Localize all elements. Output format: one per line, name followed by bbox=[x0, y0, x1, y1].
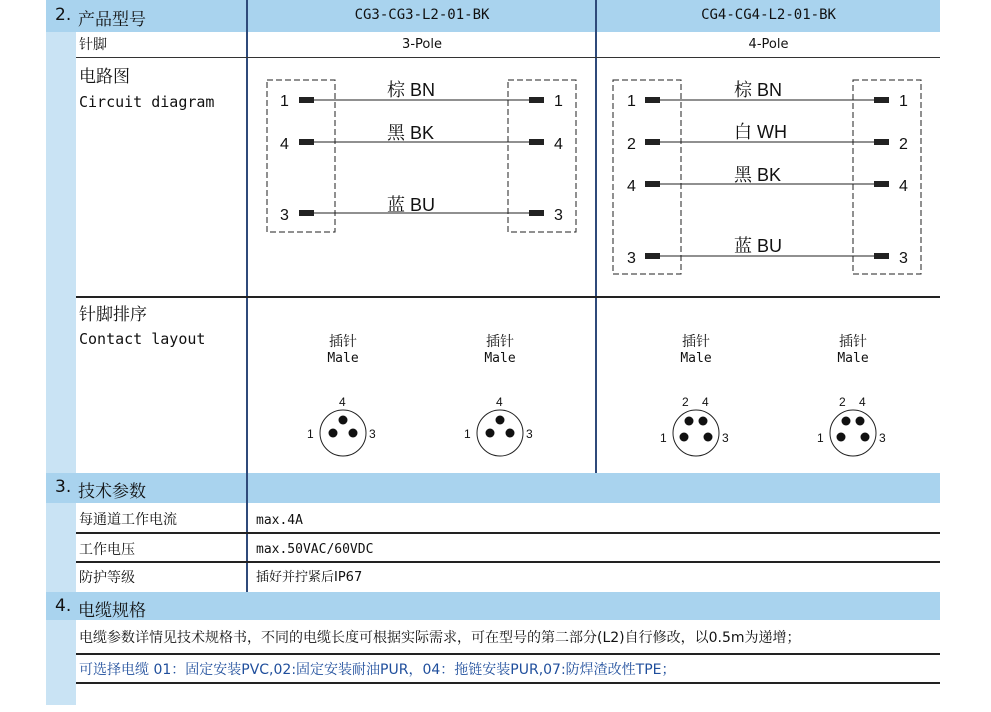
contact-4-pin-right: 3 bbox=[879, 431, 886, 445]
model-name-1: CG3-CG3-L2-01-BK bbox=[354, 7, 490, 23]
wire4-left-pin-4: 4 bbox=[627, 178, 636, 195]
contact-1-connector bbox=[303, 392, 383, 462]
contact-label-en: Contact layout bbox=[79, 330, 206, 348]
contact-3-pin-right: 3 bbox=[722, 431, 729, 445]
contact-4-pin-top-left: 2 bbox=[839, 395, 846, 409]
section-2-title: 产品型号 bbox=[78, 10, 146, 30]
wire-name-bu: 蓝 BU bbox=[387, 195, 436, 215]
param-label-voltage: 工作电压 bbox=[79, 542, 135, 558]
pin-label: 针脚 bbox=[79, 37, 107, 53]
wire4-name-bn: 棕 BN bbox=[734, 80, 783, 100]
row-rule bbox=[76, 57, 940, 58]
section-4-title: 电缆规格 bbox=[78, 601, 146, 621]
wire-left-pin-1: 1 bbox=[280, 93, 289, 110]
pin-value-4pole: 4-Pole bbox=[748, 37, 789, 52]
section-3-title: 技术参数 bbox=[78, 482, 146, 502]
wire-right-pin-4: 4 bbox=[554, 136, 563, 153]
section-3-number: 3. bbox=[55, 477, 72, 497]
circuit-bottom-rule bbox=[76, 296, 940, 298]
contact-3-pin-top-left: 2 bbox=[682, 395, 689, 409]
contact-label-cn: 针脚排序 bbox=[79, 305, 147, 325]
wire-right-pin-3: 3 bbox=[554, 207, 563, 224]
contact-2-pin-right: 3 bbox=[526, 427, 533, 441]
wire-name-bn: 棕 BN bbox=[387, 80, 436, 100]
circuit-label-en: Circuit diagram bbox=[79, 93, 215, 111]
contact-4-connector bbox=[813, 392, 893, 462]
wire4-right-pin-4: 4 bbox=[899, 178, 908, 195]
pin-value-3pole: 3-Pole bbox=[402, 37, 442, 52]
wire4-name-bk: 黑 BK bbox=[734, 165, 782, 185]
contact-1-pin-top: 4 bbox=[339, 395, 346, 409]
wire4-name-bu: 蓝 BU bbox=[734, 236, 783, 256]
contact-2-pin-left: 1 bbox=[464, 427, 471, 441]
contact-3-type-en: Male bbox=[680, 351, 712, 366]
section-4-number: 4. bbox=[55, 596, 72, 616]
param-value-current: max.4A bbox=[256, 513, 303, 528]
contact-4-type-en: Male bbox=[837, 351, 869, 366]
param-label-protection: 防护等级 bbox=[79, 570, 135, 586]
wire4-right-pin-3: 3 bbox=[899, 250, 908, 267]
contact-3-pin-left: 1 bbox=[660, 431, 667, 445]
contact-1-pin-right: 3 bbox=[369, 427, 376, 441]
cable-rule-1 bbox=[76, 653, 940, 655]
param-rule-1 bbox=[76, 532, 940, 534]
wire-right-pin-1: 1 bbox=[554, 93, 563, 110]
contact-4-pin-left: 1 bbox=[817, 431, 824, 445]
contact-2-connector bbox=[460, 392, 540, 462]
wire-left-pin-4: 4 bbox=[280, 136, 289, 153]
contact-2-type-cn: 插针 bbox=[486, 334, 514, 350]
param-value-protection: 插好并拧紧后IP67 bbox=[256, 570, 363, 585]
circuit-diagram-4pole bbox=[597, 60, 940, 296]
wire4-right-pin-1: 1 bbox=[899, 93, 908, 110]
contact-3-type-cn: 插针 bbox=[682, 334, 710, 350]
wire4-left-pin-1: 1 bbox=[627, 93, 636, 110]
contact-1-type-cn: 插针 bbox=[329, 334, 357, 350]
contact-1-type-en: Male bbox=[327, 351, 359, 366]
cable-options-line: 可选择电缆 01：固定安装PVC,02:固定安装耐油PUR，04：拖链安装PUR,07:防焊渣改性TPE； bbox=[79, 662, 676, 678]
contact-3-connector bbox=[656, 392, 736, 462]
circuit-label-cn: 电路图 bbox=[79, 67, 130, 87]
wire4-left-pin-2: 2 bbox=[627, 136, 636, 153]
wire-name-bk: 黑 BK bbox=[387, 123, 435, 143]
circuit-diagram-3pole bbox=[248, 60, 595, 296]
cable-rule-2 bbox=[76, 682, 940, 684]
param-rule-2 bbox=[76, 561, 940, 563]
model-name-2: CG4-CG4-L2-01-BK bbox=[701, 7, 836, 23]
cable-spec-line-1: 电缆参数详情见技术规格书，不同的电缆长度可根据实际需求，可在型号的第二部分(L2)自行修改，以0.5m为递增； bbox=[79, 630, 801, 646]
contact-4-type-cn: 插针 bbox=[839, 334, 867, 350]
contact-4-pin-top-right: 4 bbox=[859, 395, 866, 409]
param-label-current: 每通道工作电流 bbox=[79, 512, 177, 528]
wire4-left-pin-3: 3 bbox=[627, 250, 636, 267]
wire-left-pin-3: 3 bbox=[280, 207, 289, 224]
wire4-right-pin-2: 2 bbox=[899, 136, 908, 153]
contact-2-type-en: Male bbox=[484, 351, 516, 366]
section-3-header bbox=[46, 473, 940, 503]
section-4-header bbox=[46, 592, 940, 620]
param-value-voltage: max.50VAC/60VDC bbox=[256, 542, 374, 557]
wire4-name-wh: 白 WH bbox=[734, 122, 787, 142]
contact-3-pin-top-right: 4 bbox=[702, 395, 709, 409]
section-2-number: 2. bbox=[55, 5, 72, 25]
contact-2-pin-top: 4 bbox=[496, 395, 503, 409]
contact-1-pin-left: 1 bbox=[307, 427, 314, 441]
